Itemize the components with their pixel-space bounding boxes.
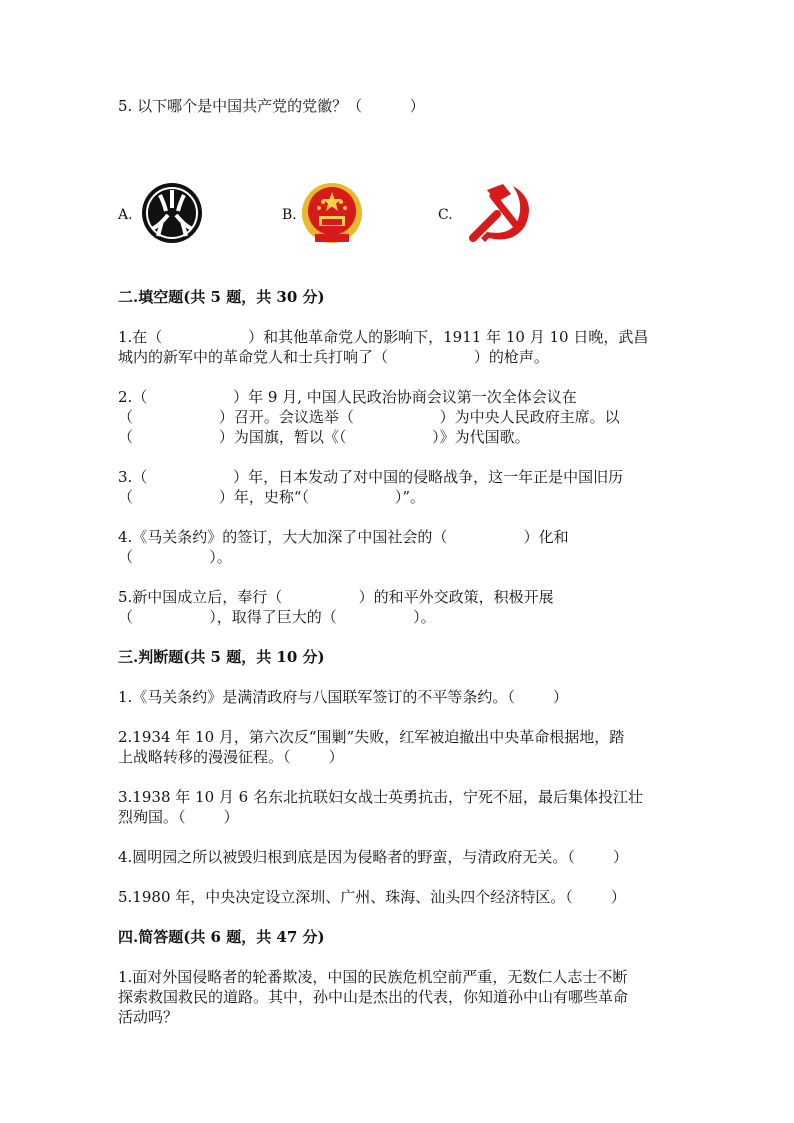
judge-line: 5.1980 年，中央决定设立深圳、广州、珠海、汕头四个经济特区。（ ） (118, 888, 626, 906)
national-emblem-icon (297, 180, 367, 246)
fill-line: （ ）。 (118, 548, 232, 566)
section-3-heading: 三.判断题(共 5 题，共 10 分) (118, 648, 325, 666)
question-5: 5. 以下哪个是中国共产党的党徽？（ ） (118, 97, 425, 115)
section-2-heading: 二.填空题(共 5 题，共 30 分) (118, 288, 325, 306)
section-4-heading: 四.简答题(共 6 题，共 47 分) (118, 928, 325, 946)
answer-line: 探索救国救民的道路。其中，孙中山是杰出的代表，你知道孙中山有哪些革命 (118, 988, 629, 1006)
answer-line: 1.面对外国侵略者的轮番欺凌，中国的民族危机空前严重，无数仁人志士不断 (118, 968, 628, 986)
fill-line: 3.（ ）年，日本发动了对中国的侵略战争，这一年正是中国旧历 (118, 468, 624, 486)
fill-line: （ ），取得了巨大的（ ）。 (118, 608, 436, 626)
judge-line: 3.1938 年 10 月 6 名东北抗联妇女战士英勇抗击，宁死不屈，最后集体投江壮 (118, 788, 643, 806)
fill-line: 5.新中国成立后，奉行（ ）的和平外交政策，积极开展 (118, 588, 554, 606)
fill-line: （ ）召开。会议选举（ ）为中央人民政府主席。以 (118, 408, 620, 426)
judge-line: 1.《马关条约》是满清政府与八国联军签订的不平等条约。（ ） (118, 688, 568, 706)
fill-line: 4.《马关条约》的签订，大大加深了中国社会的（ ）化和 (118, 528, 569, 546)
judge-line: 4.圆明园之所以被毁归根到底是因为侵略者的野蛮，与清政府无关。（ ） (118, 848, 628, 866)
fill-line: 2.（ ）年 9 月, 中国人民政治协商会议第一次全体会议在 (118, 388, 577, 406)
peking-university-logo-icon (140, 181, 204, 245)
judge-line: 烈殉国。（ ） (118, 808, 239, 826)
answer-line: 活动吗？ (118, 1008, 179, 1026)
judge-line: 2.1934 年 10 月，第六次反“围剿”失败，红军被迫撤出中央革命根据地，踏 (118, 728, 625, 746)
option-c-label: C. (438, 207, 453, 223)
judge-line: 上战略转移的漫漫征程。（ ） (118, 748, 344, 766)
option-b-label: B. (282, 207, 297, 223)
option-a-label: A. (118, 207, 133, 223)
fill-line: （ ）为国旗，暂以《（ ）》为代国歌。 (118, 428, 530, 446)
fill-line: （ ）年，史称“（ ）”。 (118, 488, 425, 506)
fill-line: 城内的新军中的革命党人和士兵打响了（ ）的枪声。 (118, 348, 549, 366)
fill-line: 1.在（ ）和其他革命党人的影响下，1911 年 10 月 10 日晚，武昌 (118, 328, 649, 346)
hammer-and-sickle-icon (463, 180, 537, 246)
